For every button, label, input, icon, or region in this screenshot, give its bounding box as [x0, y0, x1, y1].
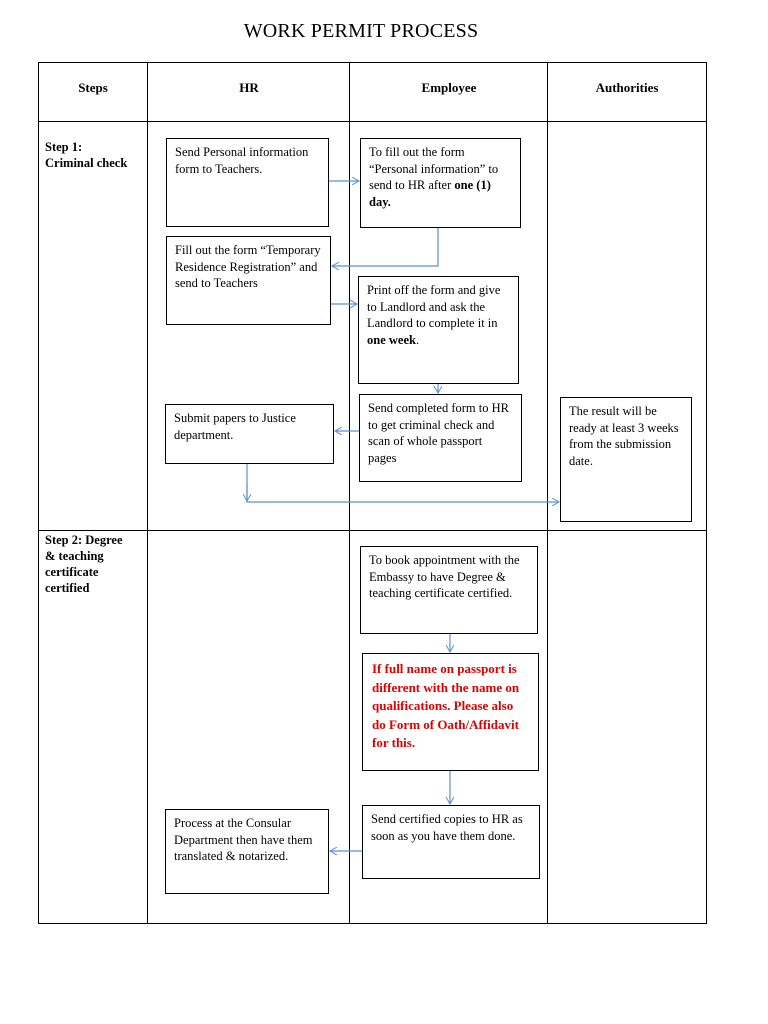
step1-label: Step 1: Criminal check — [45, 140, 128, 170]
header-authorities: Authorities — [595, 80, 659, 95]
employee-name-note-box: If full name on passport is different with the name on qualifications. Please also do Form of Oath/Affidavit for this. — [362, 653, 539, 771]
page-title: WORK PERMIT PROCESS — [243, 20, 479, 42]
employee-send-completed-box: Send completed form to HR to get criminal check and scan of whole passport pages — [359, 394, 522, 482]
step2-label: Step 2: Degree & teaching certificate certified — [45, 533, 123, 595]
hr-fill-trr-box: Fill out the form “Temporary Residence Registration” and send to Teachers — [166, 236, 331, 325]
header-hr: HR — [239, 80, 259, 95]
hr-send-form-box: Send Personal information form to Teachers. — [166, 138, 329, 227]
header-employee: Employee — [421, 80, 477, 95]
header-steps: Steps — [78, 80, 108, 95]
hr-consular-box: Process at the Consular Department then have them translated & notarized. — [165, 809, 329, 894]
authorities-result-box: The result will be ready at least 3 weeks from the submission date. — [560, 397, 692, 522]
employee-book-embassy-box: To book appointment with the Embassy to have Degree & teaching certificate certified. — [360, 546, 538, 634]
hr-submit-justice-box: Submit papers to Justice department. — [165, 404, 334, 464]
employee-send-copies-box: Send certified copies to HR as soon as you have them done. — [362, 805, 540, 879]
employee-print-form-box: Print off the form and give to Landlord and ask the Landlord to complete it in one week. — [358, 276, 519, 384]
employee-fill-form-box: To fill out the form “Personal information” to send to HR after one (1) day. — [360, 138, 521, 228]
